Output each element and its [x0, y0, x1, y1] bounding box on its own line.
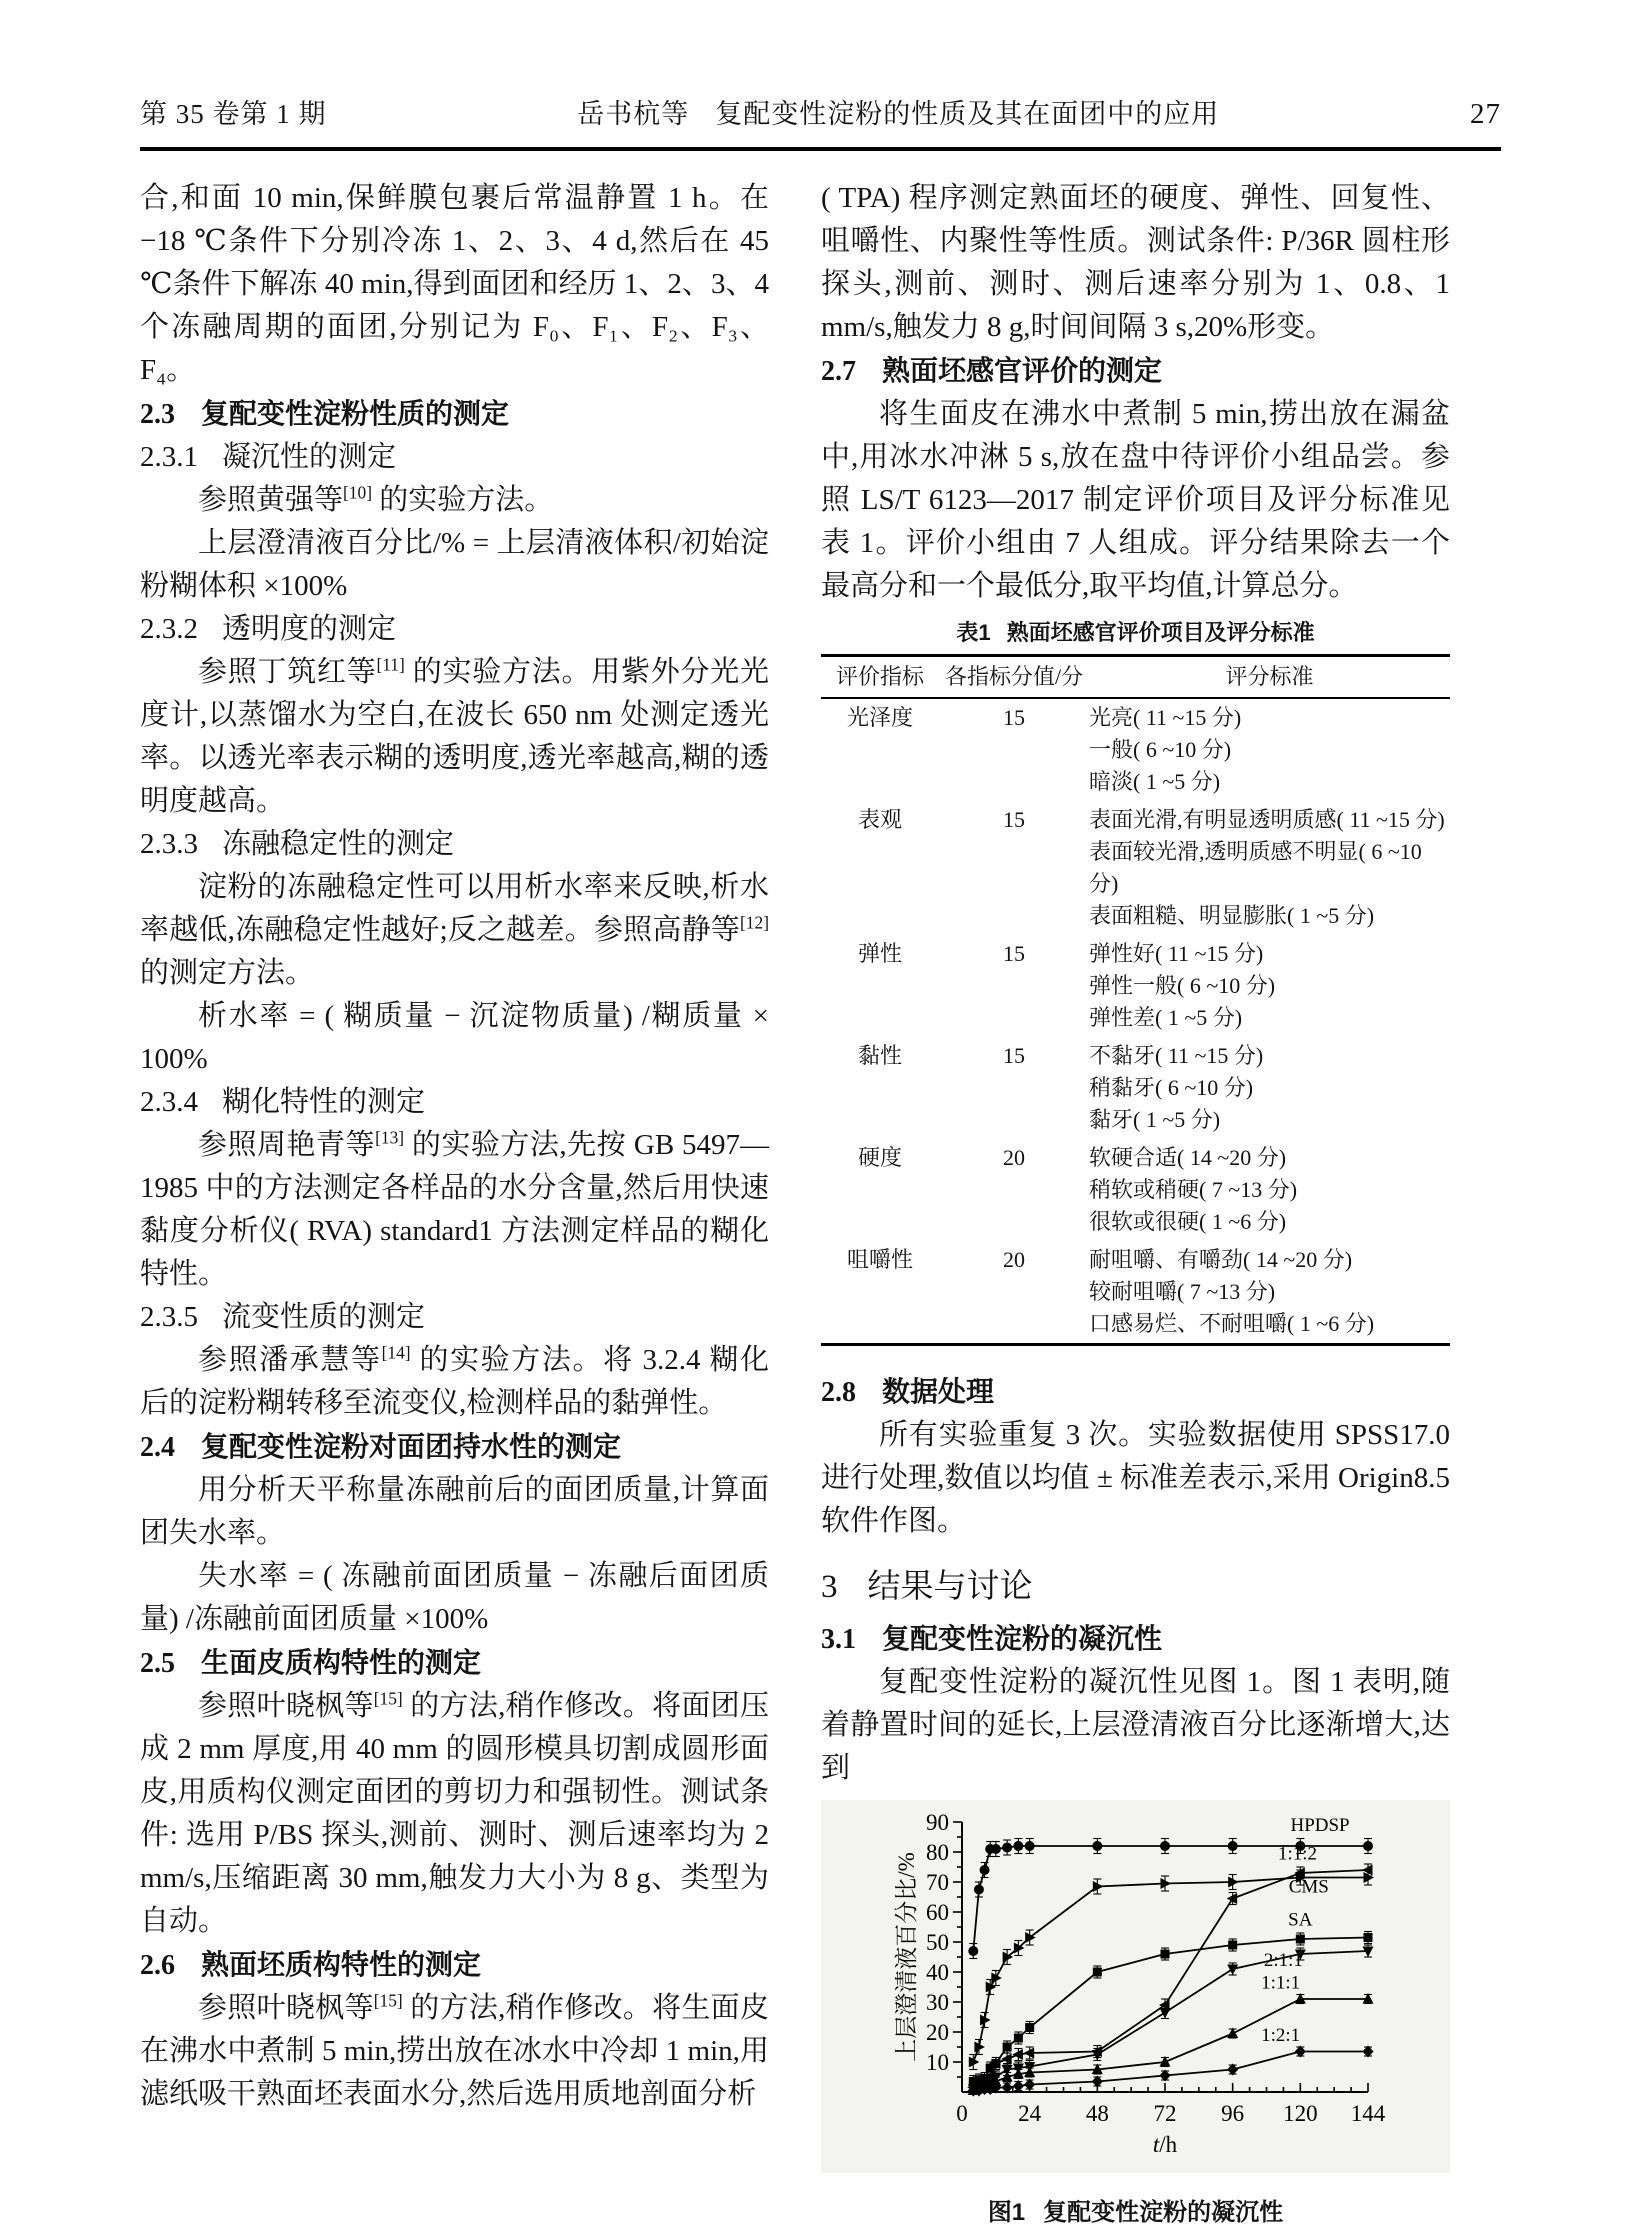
svg-text:144: 144	[1350, 2101, 1385, 2126]
section-heading-2-5	[140, 1641, 769, 1685]
svg-text:70: 70	[925, 1870, 949, 1895]
heading-number: 2.3	[140, 399, 175, 430]
section-heading-2-3-1	[140, 436, 769, 479]
table-caption-prefix: 表1	[956, 620, 991, 645]
citation-ref: [12]	[740, 912, 769, 933]
section-heading-2-3-4	[140, 1081, 769, 1124]
heading-number: 2.5	[140, 1648, 175, 1679]
sedimentation-chart	[821, 1800, 1450, 2173]
criteria-line: 很软或很硬( 1 ~6 分)	[1089, 1209, 1287, 1234]
svg-text:60: 60	[925, 1900, 949, 1925]
heading-number: 3	[821, 1569, 838, 1605]
line-chart-svg	[886, 1808, 1386, 2158]
citation-ref: [15]	[373, 1990, 403, 2011]
heading-number: 2.6	[140, 1950, 175, 1981]
journal-issue: 第 35 卷第 1 期	[140, 99, 327, 129]
heading-title: 糊化特性的测定	[222, 1086, 426, 1118]
criteria-line: 一般( 6 ~10 分)	[1089, 737, 1232, 762]
score-cell: 15	[1003, 1043, 1025, 1068]
criteria-line: 口感易烂、不耐咀嚼( 1 ~6 分)	[1089, 1311, 1375, 1336]
criteria-line: 弹性差( 1 ~5 分)	[1089, 1005, 1243, 1030]
criteria-cell	[1089, 1241, 1450, 1345]
svg-text:SA: SA	[1287, 1909, 1312, 1931]
table-column-header: 各指标分值/分	[939, 656, 1089, 699]
table-row	[821, 801, 1450, 935]
heading-number: 2.3.3	[140, 828, 198, 860]
paragraph: 合,和面 10 min,保鲜膜包裹后常温静置 1 h。在 −18 ℃条件下分别冷冻 1、2、3、4 d,然后在 45 ℃条件下解冻 40 min,得到面团和经历 1、2、3、4 个冻融周期的面团,分别记为 F₀、F₁、F₂、F₃、F₄。	[140, 182, 769, 386]
heading-number: 2.8	[821, 1377, 856, 1408]
page-number: 27	[1470, 98, 1501, 130]
paragraph: 参照叶晓枫等[15] 的方法,稍作修改。将面团压成 2 mm 厚度,用 40 mm 的圆形模具切割成圆形面皮,用质构仪测定面团的剪切力和强韧性。测试条件: 选用 P/BS 探头,测前、测时、测后速率均为 2 mm/s,压缩距离 30 mm,触发力大小为 8 g、类型为自动。	[140, 1688, 769, 1937]
criteria-line: 弹性一般( 6 ~10 分)	[1089, 973, 1276, 998]
running-authors: 岳书杭等	[577, 99, 690, 129]
heading-title: 透明度的测定	[222, 613, 397, 645]
heading-title: 流变性质的测定	[222, 1301, 426, 1333]
heading-number: 2.3.4	[140, 1086, 198, 1118]
table-column-header: 评分标准	[1089, 656, 1450, 699]
heading-number: 3.1	[821, 1624, 856, 1655]
table-caption-title: 熟面坯感官评价项目及评分标准	[1006, 620, 1315, 645]
criteria-cell	[1089, 1139, 1450, 1241]
svg-text:HPDSP: HPDSP	[1289, 1815, 1350, 1836]
heading-title: 生面皮质构特性的测定	[201, 1647, 482, 1678]
heading-title: 复配变性淀粉对面团持水性的测定	[201, 1431, 622, 1462]
table-row	[821, 698, 1450, 801]
score-cell: 15	[1003, 807, 1025, 832]
criteria-line: 稍软或稍硬( 7 ~13 分)	[1089, 1177, 1298, 1202]
criteria-cell	[1089, 935, 1450, 1037]
svg-text:10: 10	[925, 2050, 949, 2075]
heading-number: 2.7	[821, 356, 856, 387]
paragraph: 析水率 = ( 糊质量 − 沉淀物质量) /糊质量 × 100%	[140, 1000, 769, 1075]
paragraph: 复配变性淀粉的凝沉性见图 1。图 1 表明,随着静置时间的延长,上层澄清液百分比逐渐增大,达到	[821, 1666, 1450, 1784]
heading-title: 复配变性淀粉性质的测定	[201, 398, 510, 429]
citation-ref: [15]	[373, 1688, 403, 1709]
score-cell: 20	[1003, 1145, 1025, 1170]
criteria-line: 暗淡( 1 ~5 分)	[1089, 769, 1221, 794]
two-column-body	[140, 177, 1501, 2234]
svg-text:2:1:1: 2:1:1	[1263, 1950, 1303, 1971]
paragraph: 将生面皮在沸水中煮制 5 min,捞出放在漏盆中,用冰水冲淋 5 s,放在盘中待评价小组品尝。参照 LS/T 6123—2017 制定评价项目及评分标准见表 1。评价小组由 7 人组成。评分结果除去一个最高分和一个最低分,取平均值,计算总分。	[821, 398, 1450, 602]
heading-number: 2.3.5	[140, 1301, 198, 1333]
criteria-line: 光亮( 11 ~15 分)	[1089, 705, 1242, 730]
svg-text:20: 20	[925, 2020, 949, 2045]
section-heading-2-8	[821, 1370, 1450, 1414]
criteria-line: 弹性好( 11 ~15 分)	[1089, 941, 1264, 966]
paragraph: 所有实验重复 3 次。实验数据使用 SPSS17.0 进行处理,数值以均值 ± 标准差表示,采用 Origin8.5 软件作图。	[821, 1419, 1450, 1537]
heading-title: 熟面坯质构特性的测定	[201, 1949, 482, 1980]
svg-text:CMS: CMS	[1288, 1876, 1329, 1898]
citation-ref: [10]	[343, 482, 372, 503]
heading-number: 2.3.1	[140, 441, 198, 473]
criteria-line: 稍黏牙( 6 ~10 分)	[1089, 1075, 1254, 1100]
indicator-cell: 硬度	[857, 1145, 902, 1170]
running-header	[140, 92, 1501, 131]
section-heading-3-1	[821, 1617, 1450, 1661]
section-heading-2-3-2	[140, 608, 769, 651]
right-column-intro	[821, 177, 1450, 608]
svg-text:0: 0	[955, 2101, 968, 2126]
indicator-cell: 黏性	[857, 1043, 902, 1068]
svg-text:50: 50	[925, 1930, 949, 1955]
indicator-cell: 咀嚼性	[846, 1247, 913, 1272]
section-heading-3	[821, 1559, 1450, 1615]
heading-title: 凝沉性的测定	[222, 441, 397, 473]
figure-caption	[821, 2191, 1450, 2234]
heading-number: 2.3.2	[140, 613, 198, 645]
sensory-evaluation-table	[821, 654, 1450, 1346]
criteria-line: 软硬合适( 14 ~20 分)	[1089, 1145, 1287, 1170]
running-title	[327, 92, 1471, 131]
table-row	[821, 1139, 1450, 1241]
header-rule	[140, 147, 1501, 151]
right-column	[821, 177, 1450, 2234]
svg-text:96: 96	[1220, 2101, 1244, 2126]
paragraph: 淀粉的冻融稳定性可以用析水率来反映,析水率越低,冻融稳定性越好;反之越差。参照高静等[12] 的测定方法。	[140, 871, 769, 989]
heading-title: 结果与讨论	[867, 1569, 1033, 1605]
indicator-cell: 表观	[857, 807, 902, 832]
citation-ref: [13]	[375, 1127, 405, 1148]
svg-text:48: 48	[1085, 2101, 1109, 2126]
criteria-cell	[1089, 1037, 1450, 1139]
paragraph: 参照叶晓枫等[15] 的方法,稍作修改。将生面皮在沸水中煮制 5 min,捞出放在冰水中冷却 1 min,用滤纸吸干熟面坯表面水分,然后选用质地剖面分析	[140, 1990, 769, 2110]
svg-text:30: 30	[925, 1990, 949, 2015]
svg-text:72: 72	[1153, 2101, 1176, 2126]
criteria-line: 耐咀嚼、有嚼劲( 14 ~20 分)	[1089, 1247, 1353, 1272]
section-heading-2-3	[140, 392, 769, 436]
criteria-line: 表面粗糙、明显膨胀( 1 ~5 分)	[1089, 903, 1375, 928]
svg-text:1:2:1: 1:2:1	[1260, 2025, 1300, 2046]
criteria-line: 不黏牙( 11 ~15 分)	[1089, 1043, 1264, 1068]
criteria-cell	[1089, 698, 1450, 801]
criteria-line: 表面光滑,有明显透明质感( 11 ~15 分)	[1089, 807, 1445, 832]
criteria-cell	[1089, 801, 1450, 935]
heading-title: 数据处理	[882, 1376, 995, 1407]
svg-text:1:1:1: 1:1:1	[1260, 1972, 1300, 1994]
svg-text:120: 120	[1282, 2101, 1318, 2126]
criteria-line: 较耐咀嚼( 7 ~13 分)	[1089, 1279, 1276, 1304]
section-heading-2-7	[821, 349, 1450, 393]
table-row	[821, 1037, 1450, 1139]
paragraph: 失水率 = ( 冻融前面团质量 − 冻融后面团质量) /冻融前面团质量 ×100%	[140, 1560, 769, 1635]
heading-title: 熟面坯感官评价的测定	[882, 355, 1163, 386]
paragraph: 参照丁筑红等[11] 的实验方法。用紫外分光光度计,以蒸馏水为空白,在波长 650 nm 处测定透光率。以透光率表示糊的透明度,透光率越高,糊的透明度越高。	[140, 654, 769, 817]
indicator-cell: 光泽度	[846, 705, 913, 730]
table-header-row	[821, 656, 1450, 699]
table-column-header: 评价指标	[821, 656, 939, 699]
paragraph: 参照黄强等[10] 的实验方法。	[198, 482, 554, 516]
figure-caption-prefix: 图1	[987, 2199, 1026, 2226]
svg-text:24: 24	[1017, 2101, 1041, 2126]
svg-text:1:1:2: 1:1:2	[1277, 1843, 1317, 1865]
paragraph: 参照周艳青等[13] 的实验方法,先按 GB 5497—1985 中的方法测定各样品的水分含量,然后用快速黏度分析仪( RVA) standard1 方法测定样品的糊化特性。	[140, 1127, 769, 1290]
score-cell: 15	[1003, 941, 1025, 966]
right-column-results	[821, 1370, 1450, 1790]
figure-1	[821, 1800, 1450, 2234]
svg-text:上层澄清液百分比/%: 上层澄清液百分比/%	[893, 1852, 919, 2062]
criteria-line: 黏牙( 1 ~5 分)	[1089, 1107, 1221, 1132]
section-heading-2-6	[140, 1943, 769, 1987]
section-heading-2-4	[140, 1425, 769, 1469]
score-cell: 20	[1003, 1247, 1025, 1272]
table-row	[821, 1241, 1450, 1345]
section-heading-2-3-5	[140, 1296, 769, 1339]
paragraph: 用分析天平称量冻融前后的面团质量,计算面团失水率。	[140, 1474, 769, 1549]
svg-text:t/h: t/h	[1152, 2132, 1177, 2157]
section-heading-2-3-3	[140, 823, 769, 866]
left-column	[140, 177, 769, 2234]
figure-caption-title: 复配变性淀粉的凝沉性	[1043, 2199, 1284, 2226]
svg-text:40: 40	[925, 1960, 949, 1985]
svg-text:90: 90	[925, 1810, 949, 1835]
paragraph: 参照潘承慧等[14] 的实验方法。将 3.2.4 糊化后的淀粉糊转移至流变仪,检测样品的黏弹性。	[140, 1342, 769, 1419]
heading-title: 冻融稳定性的测定	[222, 828, 455, 860]
score-cell: 15	[1003, 705, 1025, 730]
criteria-line: 表面较光滑,透明质感不明显( 6 ~10 分)	[1089, 839, 1422, 896]
heading-number: 2.4	[140, 1432, 175, 1463]
table-row	[821, 935, 1450, 1037]
heading-title: 复配变性淀粉的凝沉性	[882, 1623, 1163, 1654]
running-title-text: 复配变性淀粉的性质及其在面团中的应用	[715, 99, 1220, 129]
paragraph: ( TPA) 程序测定熟面坯的硬度、弹性、回复性、咀嚼性、内聚性等性质。测试条件: P/36R 圆柱形探头,测前、测时、测后速率分别为 1、0.8、1 mm/s,触发力 8 g,时间间隔 3 s,20%形变。	[821, 182, 1450, 343]
citation-ref: [11]	[376, 654, 405, 675]
table-caption	[821, 618, 1450, 648]
paragraph: 上层澄清液百分比/% = 上层清液体积/初始淀粉糊体积 ×100%	[140, 527, 769, 602]
citation-ref: [14]	[381, 1342, 411, 1363]
indicator-cell: 弹性	[857, 941, 902, 966]
svg-text:80: 80	[925, 1840, 949, 1865]
